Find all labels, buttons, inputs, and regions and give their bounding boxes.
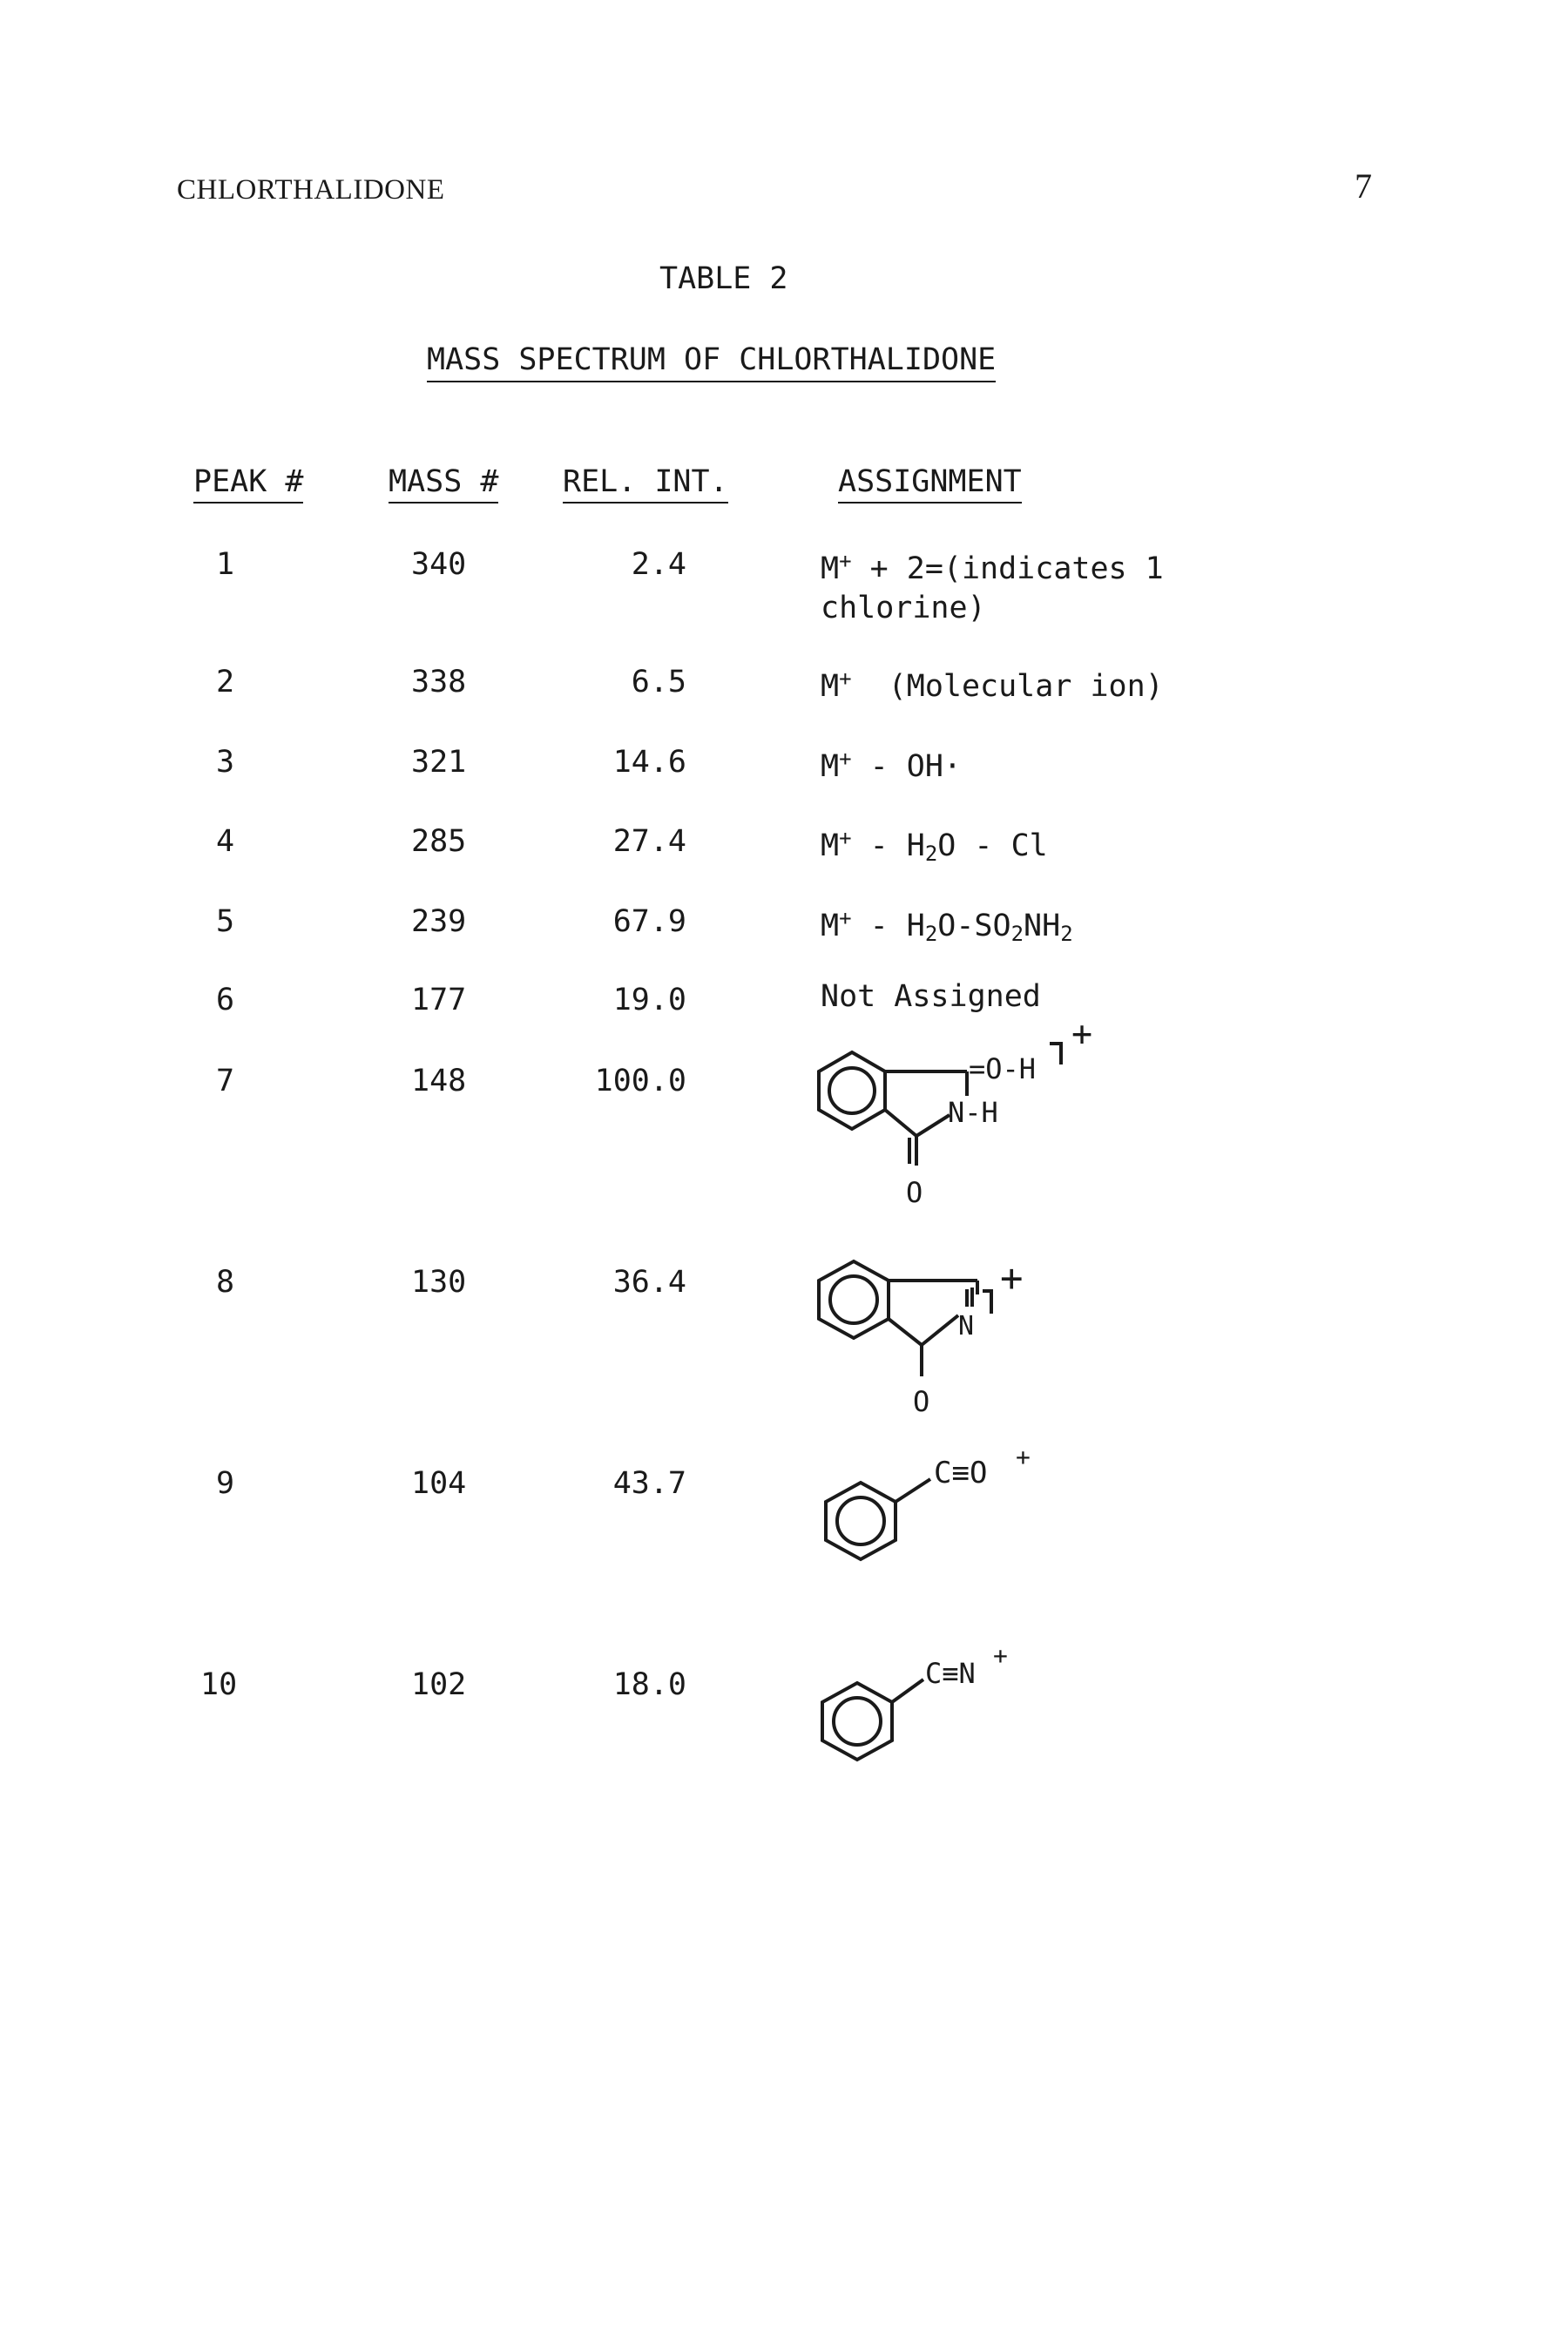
relative-intensity: 19.0 (612, 983, 686, 1017)
aromatic-circle (834, 1698, 881, 1745)
hydroxy-label: =O-H (969, 1052, 1037, 1085)
benzoyl-cation-structure (784, 1429, 1045, 1585)
isoindolone-ion-structure (784, 1237, 1080, 1446)
peak-number: 6 (216, 983, 235, 1017)
ring-bond-n (916, 1115, 950, 1136)
substituent-bond (896, 1479, 930, 1502)
charge-label: + (1016, 1443, 1031, 1471)
col-header-peak: PEAK # (193, 464, 303, 504)
aromatic-circle (830, 1276, 877, 1323)
aromatic-circle (837, 1497, 884, 1544)
peak-number: 2 (216, 665, 235, 700)
oxygen-label: O (906, 1176, 923, 1209)
aromatic-circle (829, 1068, 875, 1113)
relative-intensity: 43.7 (612, 1466, 686, 1501)
hydroxy-isoindolinone-ion-structure (784, 1014, 1132, 1228)
relative-intensity: 6.5 (631, 665, 686, 700)
assignment-text: M+ (Molecular ion) (821, 666, 1164, 704)
mass-number: 340 (411, 547, 467, 582)
charge-label: + (1071, 1014, 1093, 1054)
col-header-rel-int: REL. INT. (563, 464, 728, 504)
nitrogen-label: N (958, 1311, 975, 1342)
assignment-text: $M^+ - H_2O-SO_2NH_2$ (821, 906, 1073, 946)
benzonitrile-cation-structure (784, 1638, 1045, 1786)
assignment-text: M+ + 2=(indicates 1 chlorine) (821, 549, 1164, 625)
ion-bracket (983, 1291, 991, 1314)
peak-number: 5 (216, 904, 235, 939)
relative-intensity: 36.4 (612, 1265, 686, 1300)
charge-label: + (1000, 1256, 1024, 1301)
mass-number: 102 (411, 1667, 467, 1702)
mass-number: 130 (411, 1265, 467, 1300)
mass-number: 148 (411, 1064, 467, 1098)
relative-intensity: 2.4 (631, 547, 686, 582)
mass-number: 177 (411, 983, 467, 1017)
running-title: CHLORTHALIDONE (177, 174, 445, 206)
ion-bracket (1050, 1044, 1061, 1064)
table-title: MASS SPECTRUM OF CHLORTHALIDONE (427, 342, 996, 382)
relative-intensity: 18.0 (612, 1667, 686, 1702)
mass-number: 239 (411, 904, 467, 939)
peak-number: 10 (200, 1667, 238, 1702)
nh-label: N-H (948, 1096, 998, 1129)
mass-number: 321 (411, 745, 467, 780)
page-number: 7 (1355, 166, 1372, 206)
relative-intensity: 14.6 (612, 745, 686, 780)
oxygen-label: O (913, 1385, 930, 1418)
assignment-text: Not Assigned (821, 979, 1041, 1014)
peak-number: 4 (216, 824, 235, 859)
peak-number: 7 (216, 1064, 235, 1098)
peak-number: 1 (216, 547, 235, 582)
nitrile-group-label: C≡N (925, 1657, 976, 1690)
ring-bond-bottom (885, 1110, 916, 1136)
col-header-mass: MASS # (389, 464, 498, 504)
assignment-text: $M^+ - H_2O$ - Cl (821, 826, 1048, 866)
mass-number: 338 (411, 665, 467, 700)
col-header-assignment: ASSIGNMENT (838, 464, 1022, 504)
mass-number: 285 (411, 824, 467, 859)
relative-intensity: 67.9 (612, 904, 686, 939)
relative-intensity: 27.4 (612, 824, 686, 859)
charge-label: + (993, 1641, 1008, 1670)
ring-bond-bottom (889, 1319, 922, 1345)
carbonyl-group-label: C≡O (934, 1456, 988, 1490)
substituent-bond (892, 1680, 923, 1702)
assignment-text: M+ - OH· (821, 747, 962, 784)
table-number: TABLE 2 (659, 261, 788, 296)
peak-number: 9 (216, 1466, 235, 1501)
mass-number: 104 (411, 1466, 467, 1501)
peak-number: 8 (216, 1265, 235, 1300)
relative-intensity: 100.0 (594, 1064, 686, 1098)
peak-number: 3 (216, 745, 235, 780)
ring-bond-n (922, 1315, 958, 1345)
